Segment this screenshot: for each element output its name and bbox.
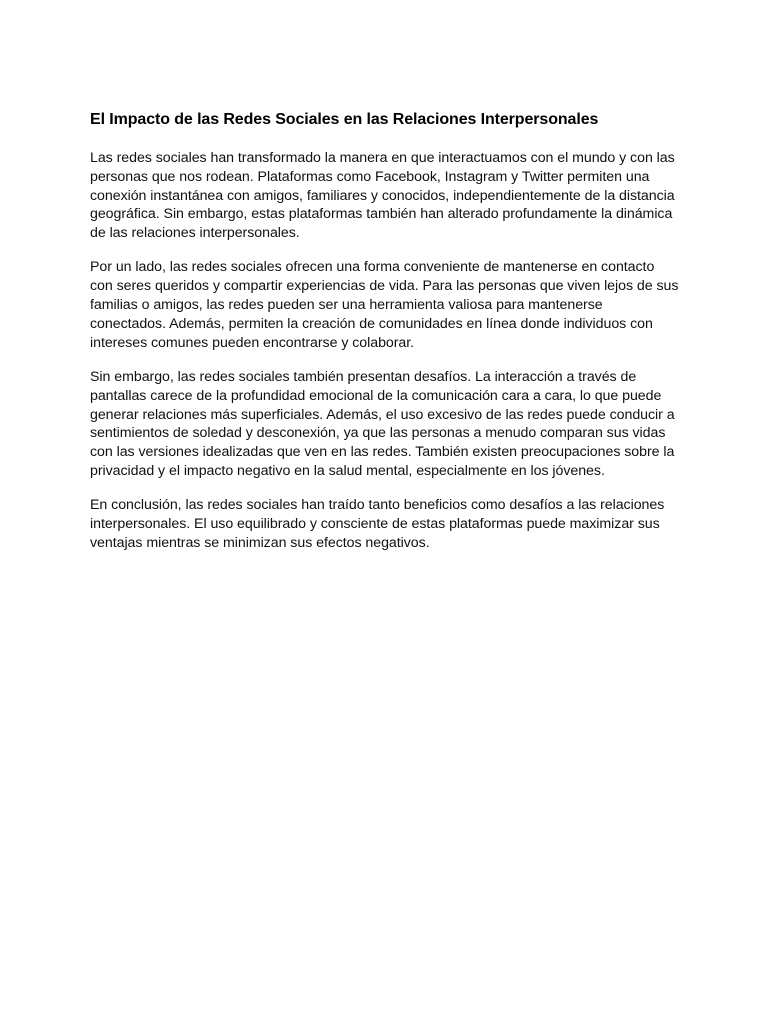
paragraph-challenges: Sin embargo, las redes sociales también presentan desafíos. La interacción a través de pantallas carece de la profundidad emocional de la comunicación cara a cara, lo que puede generar relaciones más superficiales. Además, el uso excesivo de las redes puede conducir a sentimientos de soledad y desconexión, ya que las personas a menudo comparan sus vidas con las versiones idealizadas que ven en las redes. También existen preocupaciones sobre la privacidad y el impacto negativo en la salud mental, especialmente en los jóvenes.	[90, 368, 675, 479]
document-title: El Impacto de las Redes Sociales en las Relaciones Interpersonales	[90, 111, 599, 128]
paragraph-introduction: Las redes sociales han transformado la manera en que interactuamos con el mundo y con las personas que nos rodean. Plataformas como Facebook, Instagram y Twitter permiten una conexión instantánea con amigos, familiares y conocidos, independientemente de la distancia geográfica. Sin embargo, estas plataformas también han alterado profundamente la dinámica de las relaciones interpersonales.	[90, 150, 675, 242]
paragraph-benefits: Por un lado, las redes sociales ofrecen una forma conveniente de mantenerse en contacto con seres queridos y compartir experiencias de vida. Para las personas que viven lejos de sus familias o amigos, las redes pueden ser una herramienta valiosa para mantenerse conectados. Además, permiten la creación de comunidades en línea donde individuos con intereses comunes pueden encontrarse y colaborar.	[90, 259, 679, 351]
document-page	[90, 108, 680, 568]
paragraph-conclusion: En conclusión, las redes sociales han traído tanto beneficios como desafíos a las relaciones interpersonales. El uso equilibrado y consciente de estas plataformas puede maximizar sus ventajas mientras se minimizan sus efectos negativos.	[90, 497, 665, 551]
